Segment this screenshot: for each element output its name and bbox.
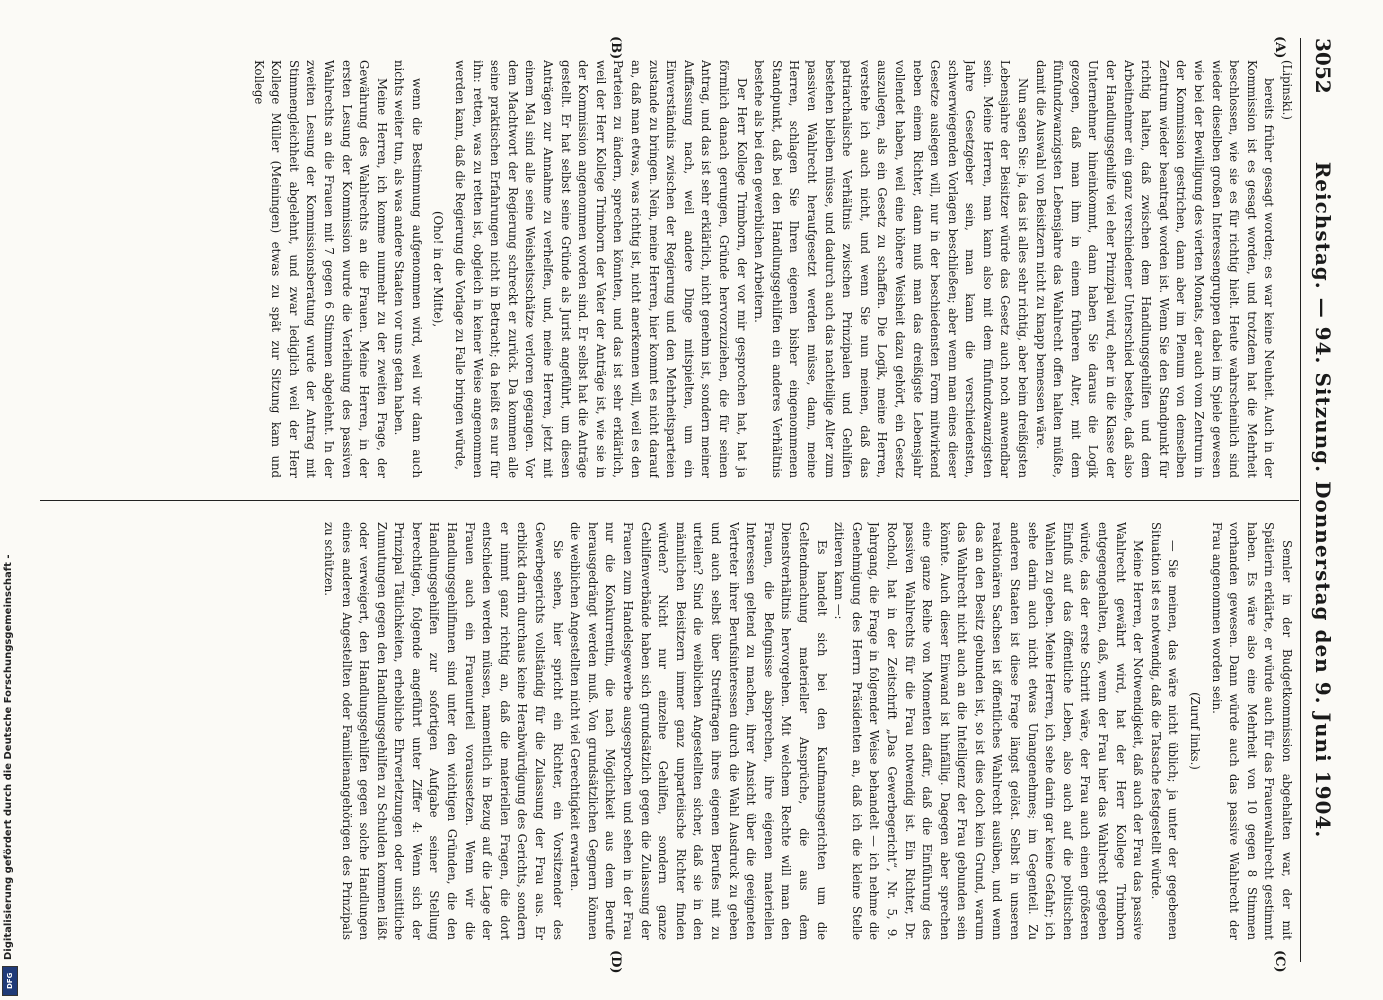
digitization-footer	[0, 0, 18, 1000]
text-column-left	[30, 60, 1295, 478]
interjection: (Oho! in der Mitte),	[431, 210, 446, 328]
text-column-right	[30, 522, 1295, 940]
paragraph: bereits früher gesagt worden; es war keine Neuheit. Auch in der Kommission ist es gesagt worden, und trotzdem hat die Mehrheit beschlossen, wie sie es für richtig hielt. Heute wahrscheinlich sind wieder dieselben großen Interessengruppen dabei im Spiele gewesen wie bei der Bewilligung des vierten Monats, der auch vom Zentrum in der Kommission gestrichen, dann aber im Plenum von demselben Zentrum wieder beantragt worden ist. Wenn Sie den Standpunkt für richtig halten, daß zwischen dem Handlungsgehilfen und dem Arbeitnehmer ein ganz verschiedener Unterschied bestehe, daß also der Handlungsgehilfe viel eher Prinzipal wird, eher in die Klasse der Unternehmer hineinkommt, dann haben Sie daraus die Logik gezogen, daß man ihm in einem früheren Alter, mit dem fünfundzwanzigsten Lebensjahre das Wahlrecht offen halten müßte, damit die Auswahl von Beisitzern nicht zu knapp bemessen wäre.	[1033, 60, 1277, 478]
margin-marker-d: (D)	[608, 950, 623, 974]
page-header	[1303, 38, 1343, 962]
page-number: 3052	[1311, 38, 1335, 94]
paragraph: Der Herr Kollege Trimborn, der vor mir gesprochen hat, hat ja förmlich danach gerungen, Gründe hervorzuziehen, die für seinen Antrag, und das ist sehr erklärlich, nicht genehm ist, sondern meiner Auffassung nach, weil andere Dinge mitspielten, um ein Einverständnis zwischen der Regierung und den Mehrheitsparteien zustande zu bringen. Nein, meine Herren, hier kommt es nicht darauf an, daß man etwas, was richtig ist, nicht anerkennen will, weil es den Parteien zu ändern, sprechen könnten, und das ist sehr erklärlich, weil der Herr Kollege Trimborn der Vater der Anträge ist, wie sie in der Kommission angenommen worden sind. Er selbst hat die Anträge gestellt. Er hat selbst seine Gründe als Jurist angeführt, um diesen Anträgen zur Annahme zu verhelfen, und, meine Herren, jetzt mit einem Mal sind alle seine Weisheitsschätze verloren gegangen. Vor dem Machtwort der Regierung schreckt er zurück. Da kommen alle seine praktischen Erfahrungen nicht in Betracht; da heißt es nur für ihn: retten, was zu retten ist, obgleich in keiner Weise angenommen werden kann, daß die Regierung die Vorlage zu Falle bringen würde,	[453, 60, 749, 478]
interjection: (Zuruf links.)	[1188, 692, 1203, 770]
speaker-name: (Lipinski.)	[1280, 60, 1294, 120]
paragraph: Sie sehen, hier spricht ein Richter, ein Vorsitzender des Gewerbegerichts vollständig für die Zulassung der Frau aus. Er erblickt darin durchaus keine Herabwürdigung des Gerichts, sondern er nimmt ganz richtig an, daß die materiellen Fragen, die dort entschieden werden müssen, namentlich in Bezug auf die Lage der Frauen auch ein Frauenurteil voraussetzen. Wenn wir die Handlungsgehilfinnen sind unter den wichtigen Gründen, die den Handlungsgehilfen zur sofortigen Aufgabe seiner Stellung berechtigen, folgende angeführt unter Ziffer 4: Wenn sich der Prinzipal Tätlichkeiten, erhebliche Ehrverletzungen oder unsittliche Zumutungen gegen den Handlungsgehilfen zu Schulden kommen läßt oder verweigert, den Handlungsgehilfen gegen solche Handlungen eines anderen Angestellten oder Familienangehörigen des Prinzipals zu schützen.	[321, 522, 565, 940]
paragraph: Nun sagen Sie: ja, das ist alles sehr richtig, aber beim dreißigsten Lebensjahre der Beisitzer würde das Gesetz auch noch anwendbar sein. Meine Herren, man kann also mit dem fünfundzwanzigsten Jahre Gesetzgeber sein, man kann die verschiedensten, schwerwiegenden Vorlagen beschließen; aber wenn man eines dieser Gesetze auslegen will, nur in der beschiedensten Form mitwirkend neben einem Richter, dann muß man das dreißigste Lebensjahr vollendet haben, weil eine höhere Weisheit dazu gehört, ein Gesetz auszulegen, als ein Gesetz zu schaffen. Die Logik, meine Herren, verstehe ich auch nicht, und wenn Sie nun meinen, daß das patriarchalische Verhältnis zwischen Prinzipalen und Gehilfen bestehen bleiben müsse, und dadurch auch das nachteilige Alter zum passiven Wahlrecht heraufgesetzt werden müsse, dann, meine Herren, schlagen Sie Ihren eigenen bisher eingenommenen Standpunkt, daß bei den Handlungsgehilfen ein anderes Verhältnis bestehe als bei den gewerblichen Arbeitern.	[752, 60, 1031, 478]
paragraph: Semler in der Budgetkommission abgehalten war, der mit Spätlerin erklärte, er würde auch für das Frauenwahlrecht gestimmt haben. Es wäre also eine Mehrheit von 10 gegen 8 Stimmen vorhanden gewesen. Dann würde auch das passive Wahlrecht der Frau angenommen worden sein.	[1209, 522, 1294, 940]
column-divider	[40, 500, 1299, 501]
margin-marker-b: (B)	[608, 36, 623, 60]
margin-marker-a: (A)	[1272, 36, 1287, 59]
dfg-logo: DFG	[2, 966, 18, 996]
paragraph: Meine Herren, ich komme nunmehr zu der zweiten Frage, der Gewährung des Wahlrechts an die Frauen. Meine Herren, in der ersten Lesung der Kommission wurde die Verleihung des passiven Wahlrechts an die Frauen mit 7 gegen 6 Stimmen abgelehnt. In der zweiten Lesung der Kommissionsberatung wurde der Antrag mit Stimmengleichheit abgelehnt, und zwar lediglich weil der Herr Kollege Müller (Meiningen) etwas zu spät zur Sitzung kam und Kollege	[251, 60, 389, 478]
paragraph: — Sie meinen, das wäre nicht üblich; ja unter der gegebenen Situation ist es notwendig, daß die Tatsache festgestellt würde.	[1148, 522, 1181, 940]
header-rule	[1300, 38, 1301, 962]
paragraph: Es handelt sich bei den Kaufmannsgerichten um die Geltendmachung materieller Ansprüche, die aus dem Dienstverhältnis hervorgehen. Mit welchem Rechte will man den Frauen, die Befugnisse absprechen, ihre eigenen materiellen Interessen geltend zu machen, ihrer Ansicht über die geeigneten Vertreter ihrer Berufsinteressen durch die Wahl Ausdruck zu geben und auch selbst über Streitfragen ihres eigenen Berufes mit zu urteilen? Sind die weiblichen Angestellten sicher, daß sie in den männlichen Beisitzern immer ganz unparteiische Richter finden würden? Nicht nur einzelne Gehilfen, sondern ganze Gehilfenverbände haben sich grundsätzlich gegen die Zulassung der Frauen zum Handelsgewerbe ausgesprochen und sehen in der Frau nur die Konkurrentin, die nach Möglichkeit aus dem Berufe herausgedrängt werden muß. Von grundsätzlichen Gegnern können die weiblichen Angestellten nicht viel Gerechtigkeit erwarten.	[568, 522, 829, 940]
margin-marker-c: (C)	[1272, 950, 1287, 973]
running-title: Reichstag. — 94. Sitzung. Donnerstag den 9. Juni 1904.	[1311, 161, 1335, 839]
paragraph: wenn die Bestimmung aufgenommen wird, weil wir dann auch nichts weiter tun, als was andere Staaten vor uns getan haben.	[392, 60, 424, 478]
funding-notice: Digitalisierung gefördert durch die Deutsche Forschungsgemeinschaft -	[3, 554, 14, 960]
paragraph: Meine Herren, der Notwendigkeit, daß auch der Frau das passive Wahlrecht gewährt wird, hat der Herr Kollege Trimborn entgegengehalten, daß, wenn der Frau hier das Wahlrecht gegeben würde, das der erste Schritt wäre, der Frau auch einen größeren Einfluß auf das öffentliche Leben, also auch auf die politischen Wahlen zu geben. Meine Herren, ich sehe darin gar keine Gefahr; ich sehe darin auch nicht etwas Unangenehmes; im Gegenteil. Zu anderen Staaten ist diese Frage längst gelöst. Selbst in unseren reaktionären Sachsen ist öffentliches Wahlrecht ausüben, und wenn das an den Besitz gebunden ist, so ist dies doch kein Grund, warum das Wahlrecht nicht auch an die Intelligenz der Frau gebunden sein könnte. Auch dieser Einwand ist hinfällig. Dagegen aber sprechen eine ganze Reihe von Momenten dafür, daß die Einführung des passiven Wahlrechts für die Frau notwendig ist. Ein Richter, Dr. Rocholl, hat in der Zeitschrift „Das Gewerbegericht“, Nr. 5, 9. Jahrgang, die Frage in folgender Weise behandelt — ich nehme die Genehmigung des Herrn Präsidenten an, daß ich die kleine Stelle zitieren kann —:	[832, 522, 1146, 940]
